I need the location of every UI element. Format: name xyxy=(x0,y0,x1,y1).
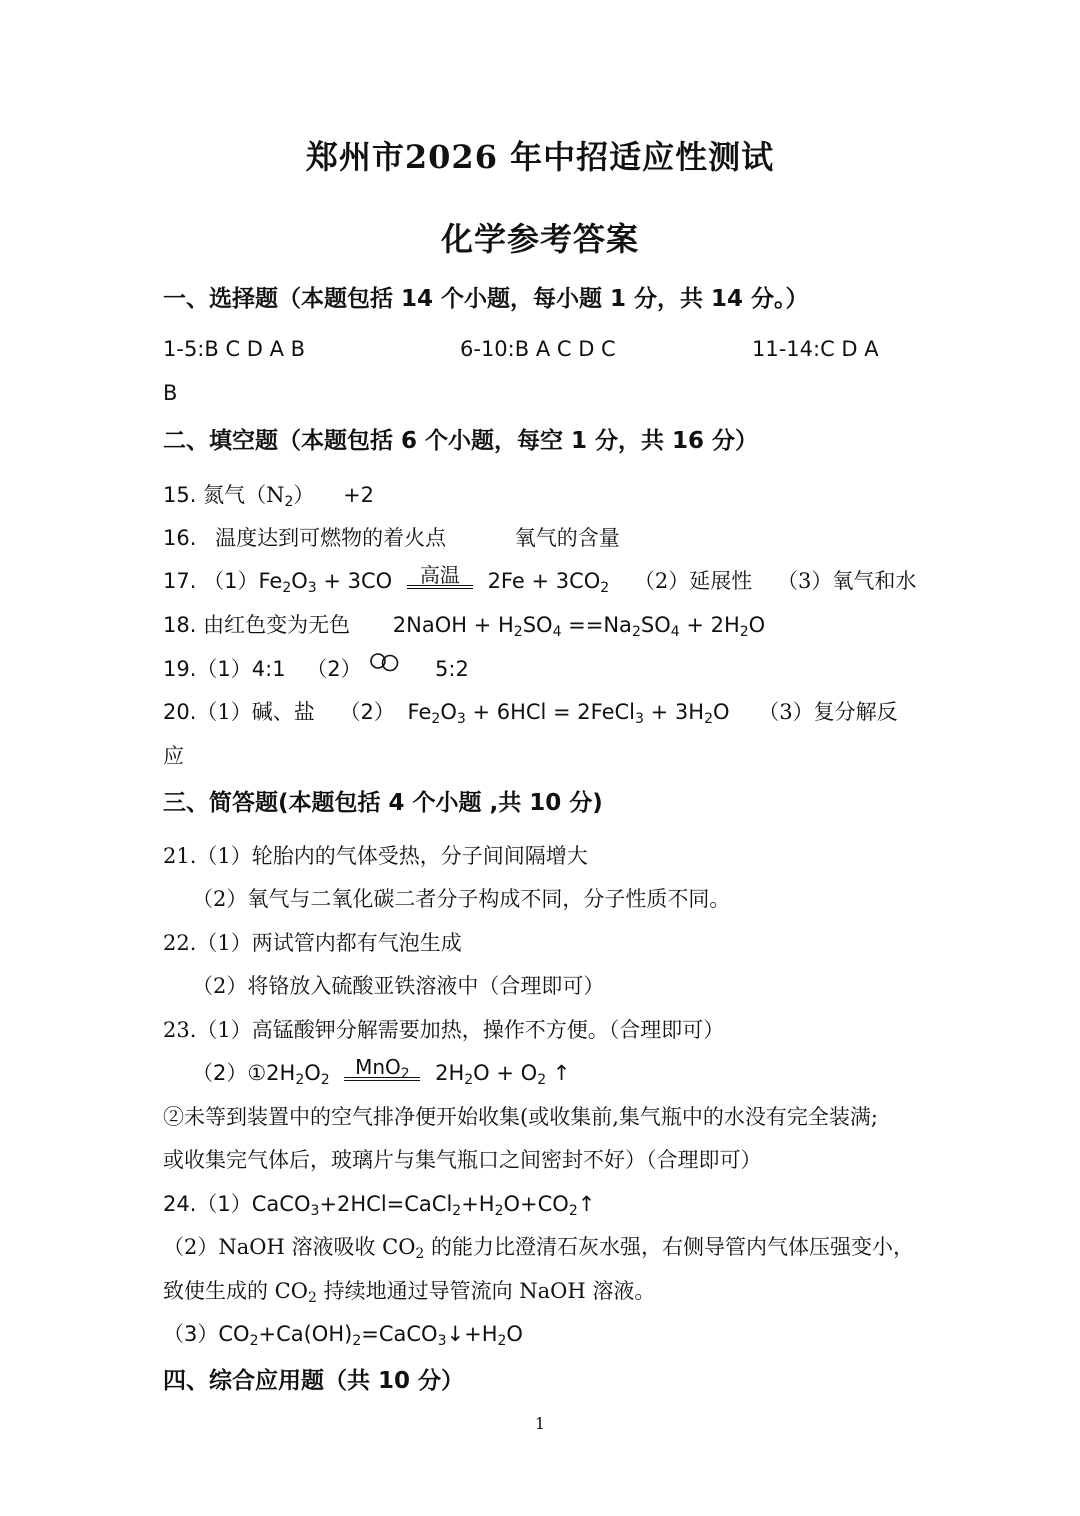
eq-part: O xyxy=(748,613,766,637)
eq-part: （2）①2H xyxy=(192,1061,296,1085)
eq-part: ==Na xyxy=(561,613,632,637)
subscript: 2 xyxy=(452,1203,462,1219)
subscript: 2 xyxy=(631,624,641,640)
eq-part: 2NaOH + H xyxy=(392,613,514,637)
eq-part: O xyxy=(440,700,457,724)
subscript: 2 xyxy=(497,1333,507,1349)
answer-23-2-note-2: 或收集完气体后，玻璃片与集气瓶口之间密封不好）（合理即可） xyxy=(163,1148,762,1172)
answer-text: （1）Fe xyxy=(203,569,283,593)
subscript: 4 xyxy=(552,624,562,640)
eq-part: =CaCO xyxy=(361,1322,438,1346)
eq-part: +Ca(OH) xyxy=(258,1322,353,1346)
subscript: 2 xyxy=(537,1072,547,1088)
eq-part: + 2H xyxy=(679,613,740,637)
page-number: 1 xyxy=(534,1414,546,1433)
subscript: 3 xyxy=(307,580,317,596)
question-number: 15. xyxy=(163,483,197,507)
answer-16 xyxy=(163,522,620,552)
question-number: 16. xyxy=(163,526,197,550)
answer-21-1: 21.（1）轮胎内的气体受热，分子间间隔增大 xyxy=(163,844,588,868)
answer-23-2 xyxy=(192,1057,570,1087)
answer-17 xyxy=(163,565,916,595)
equation xyxy=(392,613,766,640)
eq-part: 致使生成的 CO xyxy=(163,1279,308,1303)
eq-part: 持续地通过导管流向 NaOH 溶液。 xyxy=(316,1279,656,1303)
section-heading-comprehensive: 四、综合应用题（共 10 分） xyxy=(163,1368,465,1394)
answer-24-2-continued xyxy=(163,1275,655,1305)
eq-part: 2H xyxy=(435,1061,465,1085)
subscript: 2 xyxy=(284,494,294,510)
subscript: 3 xyxy=(437,1333,447,1349)
eq-part: SO xyxy=(522,613,553,637)
molecule-diagram-icon xyxy=(368,652,402,674)
subscript: 2 xyxy=(415,1246,425,1262)
choice-answers-6-10: 6-10:B A C D C xyxy=(460,337,616,361)
answer-23-1: 23.（1）高锰酸钾分解需要加热，操作不方便。（合理即可） xyxy=(163,1018,725,1042)
subscript: 3 xyxy=(456,711,466,727)
choice-answer-14: B xyxy=(163,381,178,405)
reaction-condition xyxy=(407,565,473,595)
question-number: 18. xyxy=(163,613,197,637)
answer-text: （3）复分解反 xyxy=(758,700,898,724)
answer-19 xyxy=(163,652,469,683)
equation xyxy=(407,700,730,727)
answer-text: 由红色变为无色 xyxy=(203,613,351,637)
section-heading-short: 三、简答题(本题包括 4 个小题 ,共 10 分) xyxy=(163,790,603,816)
question-number: 17. xyxy=(163,569,197,593)
answer-text: （3）氧气和水 xyxy=(776,569,917,593)
answer-text: + 3CO xyxy=(316,569,393,593)
eq-part: +2HCl=CaCl xyxy=(319,1192,453,1216)
eq-part: +H xyxy=(461,1192,495,1216)
subscript: 3 xyxy=(310,1203,320,1219)
eq-part: 的能力比澄清石灰水强，右侧导管内气体压强变小， xyxy=(424,1235,915,1259)
page-title: 郑州市2026 年中招适应性测试 xyxy=(305,138,775,176)
eq-part: MnO xyxy=(355,1055,401,1079)
subscript: 2 xyxy=(704,711,713,727)
subscript: 3 xyxy=(635,711,644,727)
answer-24-1 xyxy=(163,1188,595,1218)
choice-answers-11-14: 11-14:C D A xyxy=(752,337,879,361)
answer-20-continued: 应 xyxy=(163,744,184,768)
answer-text: （2） xyxy=(339,700,395,724)
answer-text: （1）碱、盐 xyxy=(196,700,315,724)
reaction-condition xyxy=(344,1057,420,1087)
answer-text: ） xyxy=(293,483,315,507)
subscript: 2 xyxy=(568,1203,578,1219)
page-subtitle: 化学参考答案 xyxy=(440,220,639,258)
eq-part: ↑ xyxy=(546,1061,571,1085)
answer-text: （1）4:1 xyxy=(196,657,286,681)
answer-20 xyxy=(163,696,898,726)
eq-part: （2）NaOH 溶液吸收 CO xyxy=(163,1235,416,1259)
eq-part: + 3H xyxy=(643,700,705,724)
answer-text: （2）延展性 xyxy=(633,569,753,593)
subscript: 2 xyxy=(431,711,441,727)
eq-part: + 6HCl = 2FeCl xyxy=(465,700,636,724)
subscript: 2 xyxy=(494,1203,504,1219)
subscript: 2 xyxy=(282,580,292,596)
eq-part: SO xyxy=(640,613,671,637)
eq-part: ↑ xyxy=(577,1192,596,1216)
choice-answers-1-5: 1-5:B C D A B xyxy=(163,337,306,361)
condition-label xyxy=(344,1055,420,1082)
subscript: 4 xyxy=(670,624,680,640)
eq-part: O xyxy=(712,700,730,724)
eq-part: （3）CO xyxy=(163,1322,250,1346)
answer-text: 5:2 xyxy=(435,657,469,681)
answer-22-1: 22.（1）两试管内都有气泡生成 xyxy=(163,931,462,955)
answer-24-3 xyxy=(163,1318,523,1348)
subscript: 2 xyxy=(464,1072,474,1088)
eq-part: O + O xyxy=(473,1061,538,1085)
subscript: 2 xyxy=(307,1290,317,1306)
eq-part: O xyxy=(506,1322,523,1346)
subscript: 2 xyxy=(249,1333,259,1349)
answer-22-2: （2）将铬放入硫酸亚铁溶液中（合理即可） xyxy=(192,974,605,998)
condition-label: 高温 xyxy=(419,563,460,587)
eq-part: O+CO xyxy=(503,1192,569,1216)
answer-text: 氧气的含量 xyxy=(514,526,620,550)
subscript: 2 xyxy=(295,1072,305,1088)
answer-18 xyxy=(163,609,765,639)
section-heading-fill: 二、填空题（本题包括 6 个小题，每空 1 分，共 16 分） xyxy=(163,428,759,454)
answer-text: 温度达到可燃物的着火点 xyxy=(215,526,447,550)
subscript: 2 xyxy=(513,624,523,640)
answer-text: O xyxy=(291,569,308,593)
subscript: 2 xyxy=(600,580,610,596)
answer-21-2: （2）氧气与二氧化碳二者分子构成不同，分子性质不同。 xyxy=(192,887,731,911)
eq-part: ↓+H xyxy=(446,1322,498,1346)
subscript: 2 xyxy=(352,1333,362,1349)
subscript: 2 xyxy=(739,624,749,640)
answer-text: 氮气（N xyxy=(203,483,285,507)
answer-15 xyxy=(163,479,374,509)
answer-text: 2Fe + 3CO xyxy=(487,569,601,593)
subscript: 2 xyxy=(400,1066,410,1082)
subscript: 2 xyxy=(320,1072,330,1088)
eq-part: O xyxy=(304,1061,321,1085)
eq-part: 24.（1）CaCO xyxy=(163,1192,311,1216)
answer-23-2-note-1: ②未等到装置中的空气排净便开始收集(或收集前,集气瓶中的水没有完全装满; xyxy=(163,1105,878,1129)
answer-text: （2） xyxy=(306,657,362,681)
question-number: 20. xyxy=(163,700,197,724)
answer-text: +2 xyxy=(343,483,375,507)
eq-part: Fe xyxy=(407,700,432,724)
answer-24-2 xyxy=(163,1231,914,1261)
question-number: 19. xyxy=(163,657,197,681)
section-heading-choice: 一、选择题（本题包括 14 个小题，每小题 1 分，共 14 分。） xyxy=(163,286,809,312)
